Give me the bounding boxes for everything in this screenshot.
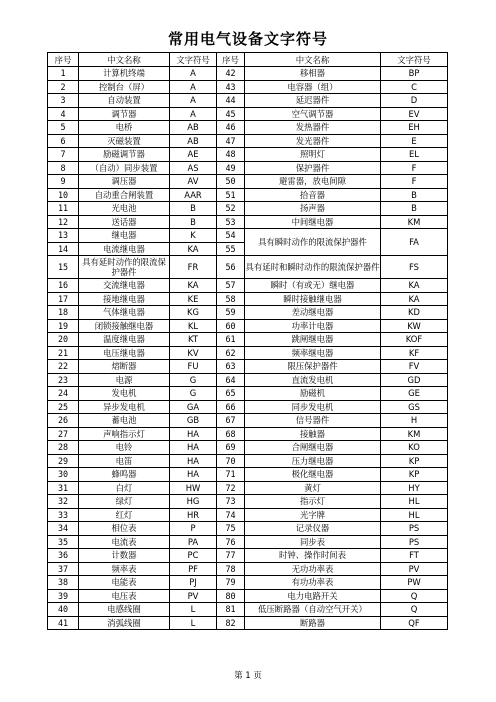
column-header: 文字符号 (170, 53, 217, 67)
table-cell: 71 (217, 468, 245, 482)
table-cell: 34 (48, 522, 79, 536)
table-cell: 18 (48, 306, 79, 320)
table-cell: KA (381, 292, 448, 306)
table-row (48, 121, 448, 135)
table-row (48, 603, 448, 617)
table-cell: 78 (217, 562, 245, 576)
table-cell: 功率计电器 (245, 319, 381, 333)
table-cell: 具有瞬时动作的限流保护器件 (245, 229, 381, 256)
table-cell: 接地继电器 (79, 292, 170, 306)
table-row (48, 373, 448, 387)
table-cell: 23 (48, 373, 79, 387)
table-cell: FT (381, 549, 448, 563)
table-row (48, 589, 448, 603)
table-cell: 差动继电器 (245, 306, 381, 320)
table-row (48, 148, 448, 162)
table-cell: GB (170, 414, 217, 428)
table-row (48, 319, 448, 333)
table-cell: A (170, 107, 217, 121)
table-cell: KV (170, 346, 217, 360)
table-row (48, 175, 448, 189)
table-row (48, 576, 448, 590)
table-cell: 跳闸继电器 (245, 333, 381, 347)
table-row (48, 616, 448, 630)
table-cell: 3 (48, 94, 79, 108)
table-cell: 延迟器件 (245, 94, 381, 108)
table-row (48, 481, 448, 495)
table-cell: 40 (48, 603, 79, 617)
table-cell: 56 (217, 256, 245, 279)
table-cell: GD (381, 373, 448, 387)
table-cell: 有功功率表 (245, 576, 381, 590)
table-cell: AV (170, 175, 217, 189)
table-cell: 49 (217, 161, 245, 175)
table-row (48, 535, 448, 549)
table-cell: 11 (48, 202, 79, 216)
table-row (48, 427, 448, 441)
table-cell: 67 (217, 414, 245, 428)
table-cell: D (381, 94, 448, 108)
table-cell: 交流继电器 (79, 279, 170, 293)
table-cell: 红灯 (79, 508, 170, 522)
table-cell: 具有延时和瞬时动作的限流保护器件 (245, 256, 381, 279)
column-header: 序号 (217, 53, 245, 67)
table-cell: 48 (217, 148, 245, 162)
table-cell: AB (170, 134, 217, 148)
table-cell: PW (381, 576, 448, 590)
table-cell: HL (381, 495, 448, 509)
table-cell: 16 (48, 279, 79, 293)
table-cell: 白灯 (79, 481, 170, 495)
table-cell: A (170, 67, 217, 81)
table-cell: GE (381, 387, 448, 401)
table-cell: 空气调节器 (245, 107, 381, 121)
table-cell: 51 (217, 188, 245, 202)
table-cell: 同步表 (245, 535, 381, 549)
table-cell: 55 (217, 242, 245, 256)
table-cell: AB (170, 121, 217, 135)
table-cell: 54 (217, 229, 245, 243)
table-cell: 82 (217, 616, 245, 630)
table-cell: 63 (217, 360, 245, 374)
symbol-table (47, 52, 448, 630)
table-cell: PS (381, 535, 448, 549)
table-row (48, 279, 448, 293)
table-row (48, 441, 448, 455)
table-cell: 频率表 (79, 562, 170, 576)
table-cell: 30 (48, 468, 79, 482)
table-cell: KP (381, 468, 448, 482)
table-cell: PS (381, 522, 448, 536)
table-cell: 无功功率表 (245, 562, 381, 576)
table-cell: 光字牌 (245, 508, 381, 522)
table-cell: FS (381, 256, 448, 279)
table-cell: 接触器 (245, 427, 381, 441)
table-cell: GS (381, 400, 448, 414)
table-cell: KA (381, 279, 448, 293)
table-cell: 电桥 (79, 121, 170, 135)
table-row (48, 94, 448, 108)
table-row (48, 522, 448, 536)
table-cell: KW (381, 319, 448, 333)
table-cell: 44 (217, 94, 245, 108)
table-cell: PV (381, 562, 448, 576)
table-cell: 计算机终端 (79, 67, 170, 81)
table-cell: 断路器 (245, 616, 381, 630)
table-cell: 异步发电机 (79, 400, 170, 414)
table-cell: 蓄电池 (79, 414, 170, 428)
table-cell: KP (381, 454, 448, 468)
table-cell: 同步发电机 (245, 400, 381, 414)
table-cell: 电能表 (79, 576, 170, 590)
table-cell: 29 (48, 454, 79, 468)
table-cell: 瞬时接触继电器 (245, 292, 381, 306)
table-cell: 电笛 (79, 454, 170, 468)
table-cell: Q (381, 603, 448, 617)
table-cell: 时钟、操作时间表 (245, 549, 381, 563)
table-cell: 12 (48, 215, 79, 229)
table-cell: 19 (48, 319, 79, 333)
table-cell: 中间继电器 (245, 215, 381, 229)
table-cell: 计数器 (79, 549, 170, 563)
table-cell: 黄灯 (245, 481, 381, 495)
table-row (48, 346, 448, 360)
table-cell: PC (170, 549, 217, 563)
table-cell: 31 (48, 481, 79, 495)
table-cell: H (381, 414, 448, 428)
table-cell: 28 (48, 441, 79, 455)
table-cell: 17 (48, 292, 79, 306)
table-cell: 频率继电器 (245, 346, 381, 360)
table-cell: 10 (48, 188, 79, 202)
table-cell: 53 (217, 215, 245, 229)
column-header: 序号 (48, 53, 79, 67)
table-cell: FR (170, 256, 217, 279)
table-cell: 合闸继电器 (245, 441, 381, 455)
table-cell: 76 (217, 535, 245, 549)
table-row (48, 562, 448, 576)
table-row (48, 134, 448, 148)
table-cell: 直流发电机 (245, 373, 381, 387)
table-cell: 送话器 (79, 215, 170, 229)
table-cell: 20 (48, 333, 79, 347)
table-cell: FV (381, 360, 448, 374)
table-cell: 57 (217, 279, 245, 293)
table-cell: 35 (48, 535, 79, 549)
table-cell: HA (170, 427, 217, 441)
table-cell: B (381, 188, 448, 202)
table-cell: 43 (217, 80, 245, 94)
table-cell: HL (381, 508, 448, 522)
page-number: 第 1 页 (234, 671, 262, 681)
table-cell: F (381, 161, 448, 175)
table-cell: K (170, 229, 217, 243)
table-row (48, 306, 448, 320)
table-cell: 70 (217, 454, 245, 468)
table-row (48, 333, 448, 347)
table-cell: （自动）同步装置 (79, 161, 170, 175)
table-cell: 64 (217, 373, 245, 387)
table-cell: 气体继电器 (79, 306, 170, 320)
table-cell: 温度继电器 (79, 333, 170, 347)
column-header: 中文名称 (79, 53, 170, 67)
table-cell: 73 (217, 495, 245, 509)
table-cell: 58 (217, 292, 245, 306)
table-cell: G (170, 373, 217, 387)
table-cell: HA (170, 441, 217, 455)
table-cell: 低压断路器（自动空气开关） (245, 603, 381, 617)
table-cell: 26 (48, 414, 79, 428)
table-cell: 61 (217, 333, 245, 347)
table-cell: 压力继电器 (245, 454, 381, 468)
table-cell: 9 (48, 175, 79, 189)
table-cell: 瞬时（有或无）继电器 (245, 279, 381, 293)
table-cell: 蜂鸣器 (79, 468, 170, 482)
table-row (48, 468, 448, 482)
table-cell: QF (381, 616, 448, 630)
table-cell: 励磁机 (245, 387, 381, 401)
table-cell: KOF (381, 333, 448, 347)
table-cell: 拾音器 (245, 188, 381, 202)
table-cell: PJ (170, 576, 217, 590)
table-row (48, 414, 448, 428)
table-cell: 52 (217, 202, 245, 216)
table-cell: PA (170, 535, 217, 549)
table-cell: 灭磁装置 (79, 134, 170, 148)
table-row (48, 256, 448, 279)
table-cell: 继电器 (79, 229, 170, 243)
table-cell: 37 (48, 562, 79, 576)
table-cell: 电流继电器 (79, 242, 170, 256)
table-cell: BP (381, 67, 448, 81)
table-cell: 保护器件 (245, 161, 381, 175)
table-cell: 调节器 (79, 107, 170, 121)
table-cell: 25 (48, 400, 79, 414)
table-cell: 电压表 (79, 589, 170, 603)
table-cell: KA (170, 242, 217, 256)
table-cell: 42 (217, 67, 245, 81)
table-cell: 发光器件 (245, 134, 381, 148)
table-cell: 熔断器 (79, 360, 170, 374)
table-cell: GA (170, 400, 217, 414)
table-cell: 记录仪器 (245, 522, 381, 536)
table-cell: 电力电路开关 (245, 589, 381, 603)
table-cell: HG (170, 495, 217, 509)
table-cell: 光电池 (79, 202, 170, 216)
table-cell: 消弧线圈 (79, 616, 170, 630)
table-cell: FA (381, 229, 448, 256)
table-cell: 电容器（组） (245, 80, 381, 94)
table-cell: 38 (48, 576, 79, 590)
table-row (48, 229, 448, 243)
table-cell: 7 (48, 148, 79, 162)
table-cell: HR (170, 508, 217, 522)
table-cell: 27 (48, 427, 79, 441)
table-row (48, 495, 448, 509)
table-cell: A (170, 80, 217, 94)
table-cell: 77 (217, 549, 245, 563)
table-cell: 1 (48, 67, 79, 81)
table-cell: 13 (48, 229, 79, 243)
table-cell: P (170, 522, 217, 536)
table-cell: 47 (217, 134, 245, 148)
table-cell: 79 (217, 576, 245, 590)
table-cell: 励磁调节器 (79, 148, 170, 162)
table-cell: 自动重合闸装置 (79, 188, 170, 202)
table-cell: 41 (48, 616, 79, 630)
table-cell: 24 (48, 387, 79, 401)
table-cell: 电压继电器 (79, 346, 170, 360)
table-row (48, 508, 448, 522)
table-cell: 闭锁接触继电器 (79, 319, 170, 333)
table-cell: 6 (48, 134, 79, 148)
table-cell: KM (381, 427, 448, 441)
table-row (48, 215, 448, 229)
table-cell: B (381, 202, 448, 216)
table-cell: 75 (217, 522, 245, 536)
table-cell: 限压保护器件 (245, 360, 381, 374)
table-cell: EH (381, 121, 448, 135)
table-cell: C (381, 80, 448, 94)
table-cell: 发电机 (79, 387, 170, 401)
table-row (48, 67, 448, 81)
table-cell: 74 (217, 508, 245, 522)
table-row (48, 454, 448, 468)
table-cell: 2 (48, 80, 79, 94)
table-cell: 81 (217, 603, 245, 617)
table-cell: EL (381, 148, 448, 162)
table-cell: AAR (170, 188, 217, 202)
table-cell: 发热器件 (245, 121, 381, 135)
table-cell: G (170, 387, 217, 401)
table-cell: 绿灯 (79, 495, 170, 509)
table-cell: HA (170, 454, 217, 468)
table-row (48, 400, 448, 414)
table-cell: 自动装置 (79, 94, 170, 108)
table-cell: 照明灯 (245, 148, 381, 162)
table-cell: 电流表 (79, 535, 170, 549)
table-cell: 46 (217, 121, 245, 135)
table-cell: 59 (217, 306, 245, 320)
table-row (48, 360, 448, 374)
table-cell: 32 (48, 495, 79, 509)
table-cell: 相位表 (79, 522, 170, 536)
table-cell: 45 (217, 107, 245, 121)
table-cell: KO (381, 441, 448, 455)
column-header: 文字符号 (381, 53, 448, 67)
table-cell: 22 (48, 360, 79, 374)
table-cell: HA (170, 468, 217, 482)
table-cell: 电铃 (79, 441, 170, 455)
table-cell: FU (170, 360, 217, 374)
table-cell: 66 (217, 400, 245, 414)
table-cell: 电源 (79, 373, 170, 387)
column-header: 中文名称 (245, 53, 381, 67)
table-cell: PF (170, 562, 217, 576)
table-cell: 21 (48, 346, 79, 360)
table-cell: 68 (217, 427, 245, 441)
table-row (48, 80, 448, 94)
table-cell: KG (170, 306, 217, 320)
table-row (48, 292, 448, 306)
table-cell: 36 (48, 549, 79, 563)
table-cell: 声响指示灯 (79, 427, 170, 441)
table-cell: 信号器件 (245, 414, 381, 428)
table-cell: A (170, 94, 217, 108)
table-cell: HW (170, 481, 217, 495)
table-cell: 5 (48, 121, 79, 135)
table-cell: PV (170, 589, 217, 603)
table-cell: 72 (217, 481, 245, 495)
table-cell: 14 (48, 242, 79, 256)
table-cell: 80 (217, 589, 245, 603)
table-cell: 控制台（屏） (79, 80, 170, 94)
table-cell: 扬声器 (245, 202, 381, 216)
table-cell: KA (170, 279, 217, 293)
table-cell: F (381, 175, 448, 189)
table-row (48, 549, 448, 563)
table-cell: HY (381, 481, 448, 495)
table-cell: AS (170, 161, 217, 175)
table-cell: EV (381, 107, 448, 121)
table-cell: KM (381, 215, 448, 229)
table-cell: B (170, 215, 217, 229)
table-cell: KL (170, 319, 217, 333)
table-cell: AE (170, 148, 217, 162)
table-cell: E (381, 134, 448, 148)
table-row (48, 202, 448, 216)
table-cell: 39 (48, 589, 79, 603)
table-cell: 15 (48, 256, 79, 279)
table-cell: L (170, 616, 217, 630)
page-title: 常用电气设备文字符号 (167, 30, 328, 48)
table-cell: L (170, 603, 217, 617)
table-cell: 65 (217, 387, 245, 401)
table-cell: 指示灯 (245, 495, 381, 509)
table-cell: 避雷器，放电间隙 (245, 175, 381, 189)
table-cell: 33 (48, 508, 79, 522)
table-cell: 69 (217, 441, 245, 455)
table-cell: KT (170, 333, 217, 347)
table-cell: 极化继电器 (245, 468, 381, 482)
table-cell: 62 (217, 346, 245, 360)
table-cell: 4 (48, 107, 79, 121)
table-cell: B (170, 202, 217, 216)
table-cell: KE (170, 292, 217, 306)
table-cell: 50 (217, 175, 245, 189)
table-cell: 调压器 (79, 175, 170, 189)
table-cell: KD (381, 306, 448, 320)
table-cell: 60 (217, 319, 245, 333)
table-row (48, 387, 448, 401)
table-cell: KF (381, 346, 448, 360)
table-row (48, 161, 448, 175)
table-row (48, 107, 448, 121)
table-cell: 电感线圈 (79, 603, 170, 617)
table-cell: Q (381, 589, 448, 603)
table-header-row (48, 53, 448, 67)
table-cell: 移相器 (245, 67, 381, 81)
table-cell: 8 (48, 161, 79, 175)
table-row (48, 188, 448, 202)
table-cell: 具有延时动作的限流保护器件 (79, 256, 170, 279)
